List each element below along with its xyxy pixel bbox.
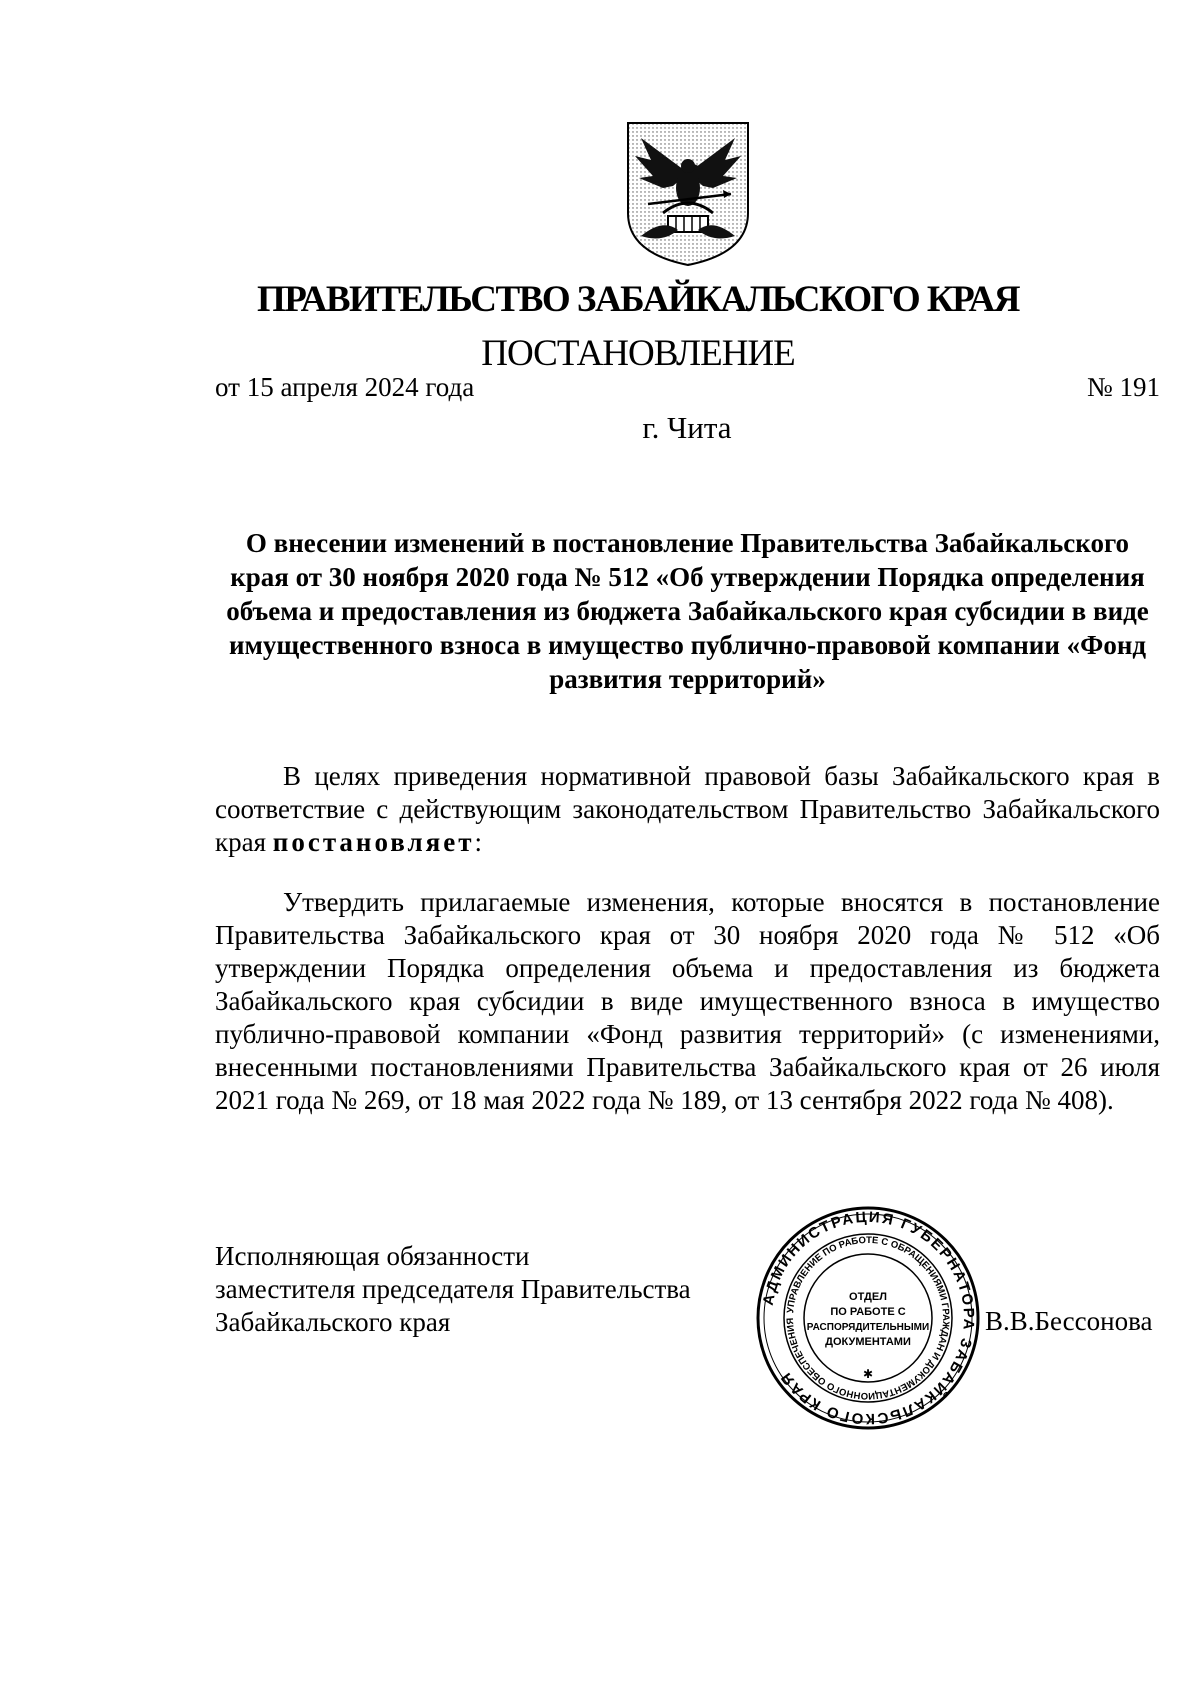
signatory-position-line: Исполняющая обязанности — [215, 1241, 530, 1271]
preamble-text: В целях приведения нормативной правовой базы Забайкальского края в соответствие с действующим законодательством Правительство Забайкальского края — [215, 761, 1160, 857]
stamp-center-line: РАСПОРЯДИТЕЛЬНЫМИ — [806, 1322, 930, 1333]
stamp-center-line: ДОКУМЕНТАМИ — [825, 1336, 911, 1348]
document-type: ПОСТАНОВЛЕНИЕ — [481, 333, 795, 374]
preamble-paragraph — [215, 760, 1160, 859]
document-date: от 15 апреля 2024 года — [215, 372, 475, 402]
decree-keyword: постановляет — [272, 827, 475, 857]
signatory-position — [215, 1240, 691, 1339]
stamp-center-line: ОТДЕЛ — [849, 1291, 887, 1303]
stamp-inner-text: УПРАВЛЕНИЕ ПО РАБОТЕ С ОБРАЩЕНИЯМИ ГРАЖДАН И ДОКУМЕНТАЦИОННОГО ОБЕСПЕЧЕНИЯ — [784, 1234, 952, 1402]
signatory-name: В.В.Бессонова — [985, 1306, 1153, 1336]
signatory-position-line: заместителя председателя Правительства — [215, 1274, 691, 1304]
preamble-colon: : — [474, 827, 483, 857]
stamp-outer-text: АДМИНИСТРАЦИЯ ГУБЕРНАТОРА ЗАБАЙКАЛЬСКОГО КРАЯ — [759, 1208, 978, 1428]
stamp-center-line: ПО РАБОТЕ С — [830, 1306, 906, 1318]
document-number: № 191 — [1086, 372, 1160, 402]
organization-name: ПРАВИТЕЛЬСТВО ЗАБАЙКАЛЬСКОГО КРАЯ — [257, 279, 1019, 320]
resolution-paragraph — [215, 886, 1160, 1117]
document-city: г. Чита — [642, 410, 732, 445]
coat-of-arms-emblem — [623, 118, 753, 268]
resolution-text: Утвердить прилагаемые изменения, которые вносятся в постановление Правительства Забайкальского края от 30 ноября 2020 года № 512 «Об утверждении Порядка определения объема и предоставления из бюджета Забайкальского края субсидии в виде имущественного взноса в имущество публично-правовой компании «Фонд развития территорий» (с изменениями, внесенными постановлениями Правительства Забайкальского края от 26 июля 2021 года № 269, от 18 мая 2022 года № 189, от 13 сентября 2022 года № 408). — [215, 887, 1160, 1115]
signatory-position-line: Забайкальского края — [215, 1307, 451, 1337]
document-title: О внесении изменений в постановление Правительства Забайкальского края от 30 ноября 2020 года № 512 «Об утверждении Порядка определения объема и предоставления из бюджета Забайкальского края субсидии в виде имущественного взноса в имущество публично-правовой компании «Фонд развития территорий» — [226, 528, 1149, 694]
stamp-star-icon: ✱ — [862, 1367, 874, 1381]
official-stamp — [752, 1202, 984, 1434]
